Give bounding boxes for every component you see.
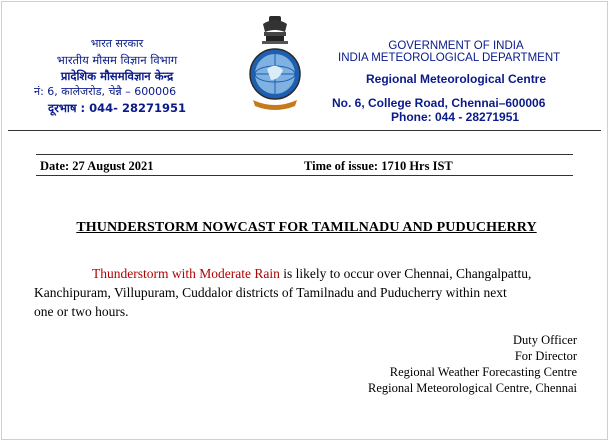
signature-block: [368, 332, 577, 396]
body-line-2: Kanchipuram, Villupuram, Cuddalor districts of Tamilnadu and Puducherry within next: [34, 285, 507, 300]
english-header: [332, 40, 596, 124]
signature-rwfc: Regional Weather Forecasting Centre: [389, 365, 577, 379]
imd-emblem-logo: [245, 14, 305, 114]
english-dept-line: INDIA METEOROLOGICAL DEPARTMENT: [338, 52, 561, 64]
nowcast-title: THUNDERSTORM NOWCAST FOR TAMILNADU AND PUDUCHERRY: [76, 220, 537, 235]
time-of-issue: Time of issue: 1710 Hrs IST: [304, 159, 453, 173]
hindi-dept-line: भारतीय मौसम विज्ञान विभाग: [56, 53, 178, 67]
hindi-header: [32, 36, 202, 116]
meta-top-rule: [36, 154, 573, 155]
hindi-address-line: नं: 6, कालेजरोड, चेन्नै – 600006: [34, 85, 177, 98]
signature-rmc: Regional Meteorological Centre, Chennai: [368, 381, 577, 395]
document-page: [1, 1, 608, 440]
body-line-1: [92, 264, 582, 283]
body-line-1-rest: is likely to occur over Chennai, Changalpattu,: [279, 266, 532, 281]
hindi-rmc-line: प्रादेशिक मौसमविज्ञान केन्द्र: [60, 69, 174, 83]
hindi-phone-line: दूरभाष : 044- 28271951: [48, 101, 186, 115]
signature-duty-officer: Duty Officer: [513, 333, 577, 347]
nowcast-body: [34, 264, 582, 321]
warning-highlight: Thunderstorm with Moderate Rain: [92, 266, 280, 281]
issue-date: Date: 27 August 2021: [40, 159, 154, 173]
hindi-gov-line: भारत सरकार: [90, 37, 144, 50]
english-address-line: No. 6, College Road, Chennai–600006: [332, 96, 546, 110]
english-phone-line: Phone: 044 - 28271951: [391, 110, 520, 124]
header-divider: [8, 130, 601, 131]
signature-for-director: For Director: [514, 349, 577, 363]
english-rmc-line: Regional Meteorological Centre: [366, 72, 547, 86]
body-line-3: one or two hours.: [34, 304, 129, 319]
english-gov-line: GOVERNMENT OF INDIA: [388, 40, 524, 52]
meta-bottom-rule: [36, 175, 573, 176]
